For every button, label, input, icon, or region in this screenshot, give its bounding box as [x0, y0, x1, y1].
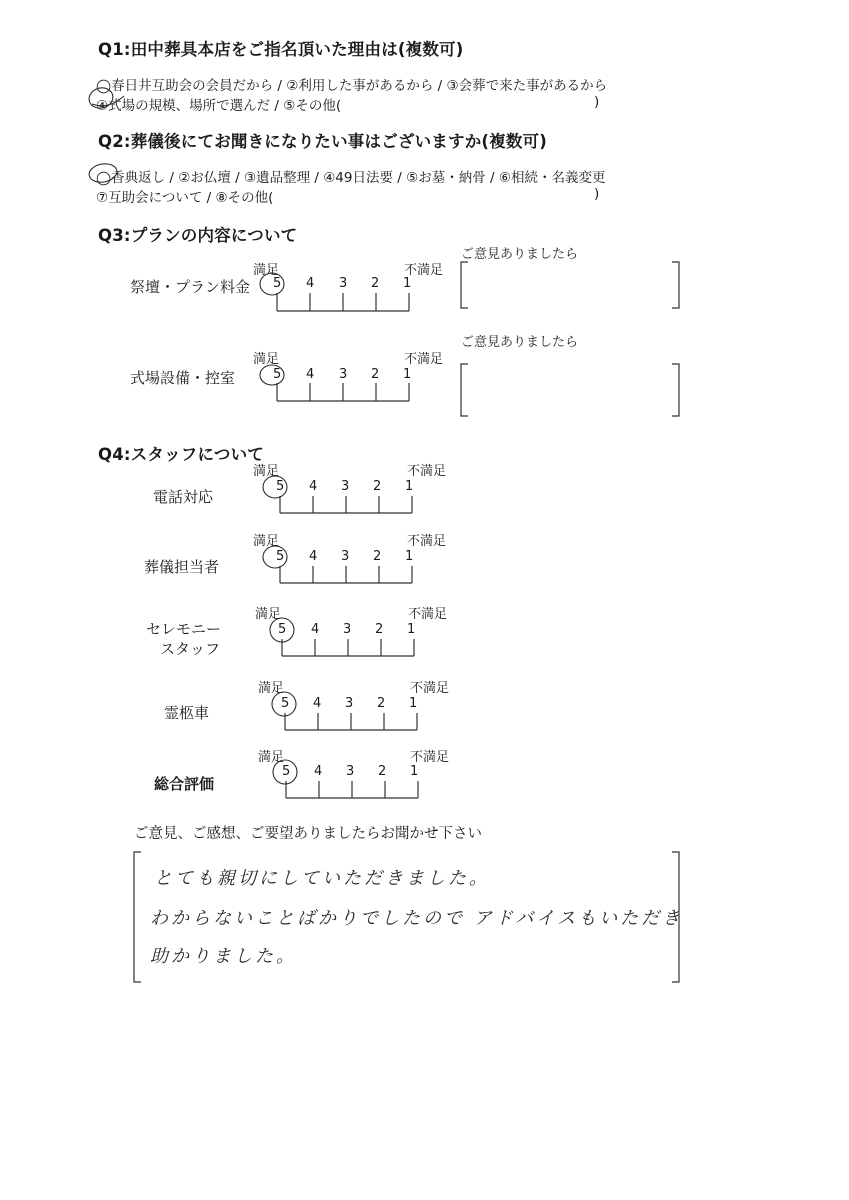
q3-item-label: 式場設備・控室 — [130, 369, 236, 387]
scale-2: 2 — [371, 276, 380, 291]
selection-circle — [87, 85, 115, 111]
scale-4: 4 — [309, 479, 318, 494]
q4-item-label-line2: スタッフ — [160, 640, 221, 658]
rating-scale — [286, 781, 418, 798]
scale-1: 1 — [403, 367, 412, 382]
scale-left-label: 満足 — [253, 352, 280, 367]
scale-1: 1 — [409, 696, 418, 711]
scale-4: 4 — [309, 549, 318, 564]
scale-3: 3 — [339, 367, 348, 382]
scale-5: 5 — [278, 622, 287, 637]
comment-bracket — [461, 262, 679, 308]
scale-3: 3 — [345, 696, 354, 711]
feedback-prompt: ご意見、ご感想、ご要望ありましたらお聞かせ下さい — [134, 826, 482, 842]
scale-2: 2 — [378, 764, 387, 779]
comment-bracket — [461, 364, 679, 416]
scale-3: 3 — [343, 622, 352, 637]
scale-5: 5 — [276, 549, 285, 564]
scale-1: 1 — [410, 764, 419, 779]
selection-circle — [273, 760, 297, 784]
q2-title: Q2:葬儀後にてお聞きになりたい事はございますか(複数可) — [98, 132, 547, 151]
scale-2: 2 — [371, 367, 380, 382]
rating-scale — [280, 566, 412, 583]
q1-title: Q1:田中葬具本店をご指名頂いた理由は(複数可) — [98, 40, 464, 59]
scale-2: 2 — [373, 479, 382, 494]
selection-circle — [270, 618, 294, 642]
scale-left-label: 満足 — [255, 607, 282, 622]
q4-title: Q4:スタッフについて — [98, 445, 264, 464]
rating-scale — [277, 293, 409, 311]
scale-left-label: 満足 — [253, 464, 280, 479]
rating-scale — [285, 713, 417, 730]
q4-item-label: 霊柩車 — [164, 704, 210, 722]
scale-right-label: 不満足 — [410, 681, 450, 696]
scale-5: 5 — [276, 479, 285, 494]
scale-5: 5 — [282, 764, 291, 779]
q1-options-line2: ④式場の規模、場所で選んだ / ⑤その他( — [96, 98, 342, 114]
scale-right-label: 不満足 — [404, 352, 444, 367]
scale-4: 4 — [306, 276, 315, 291]
rating-scale — [282, 639, 414, 656]
selection-circle — [272, 692, 296, 716]
scale-3: 3 — [346, 764, 355, 779]
q2-options-line2: ⑦互助会について / ⑧その他( — [96, 190, 274, 206]
rating-scale — [277, 383, 409, 401]
scale-2: 2 — [377, 696, 386, 711]
scale-1: 1 — [405, 479, 414, 494]
selection-circle — [260, 365, 284, 385]
scale-right-label: 不満足 — [410, 750, 450, 765]
scale-4: 4 — [313, 696, 322, 711]
scale-5: 5 — [273, 276, 282, 291]
scale-3: 3 — [341, 549, 350, 564]
q4-item-label: 葬儀担当者 — [144, 558, 220, 576]
scale-2: 2 — [375, 622, 384, 637]
scale-5: 5 — [281, 696, 290, 711]
scale-2: 2 — [373, 549, 382, 564]
scale-right-label: 不満足 — [404, 263, 444, 278]
selection-circle — [260, 273, 284, 295]
scale-5: 5 — [273, 367, 282, 382]
scale-right-label: 不満足 — [407, 534, 447, 549]
scale-right-label: 不満足 — [408, 607, 448, 622]
feedback-bracket — [134, 852, 679, 982]
q4-item-label-line1: セレモニー — [146, 620, 222, 638]
scale-1: 1 — [407, 622, 416, 637]
q4-item-label: 電話対応 — [153, 488, 214, 506]
scale-left-label: 満足 — [258, 750, 285, 765]
q1-other-close: ) — [594, 94, 600, 110]
handwritten-line-1: とても親切にしていただきました。 — [154, 868, 490, 889]
q3-title: Q3:プランの内容について — [98, 226, 298, 245]
q3-item-label: 祭壇・プラン料金 — [130, 278, 251, 296]
selection-circle — [263, 476, 287, 498]
selection-circle — [88, 162, 119, 185]
q2-options-line1: ◯香典返し / ②お仏壇 / ③遺品整理 / ④49日法要 / ⑤お墓・納骨 / ⑥相続・名義変更 — [96, 170, 606, 186]
q1-options-line1: ◯春日井互助会の会員だから / ②利用した事があるから / ③会葬で来た事があるから — [96, 78, 608, 94]
scale-left-label: 満足 — [253, 263, 280, 278]
scale-right-label: 不満足 — [407, 464, 447, 479]
selection-circle — [92, 96, 124, 106]
scale-left-label: 満足 — [253, 534, 280, 549]
scale-3: 3 — [339, 276, 348, 291]
scale-4: 4 — [306, 367, 315, 382]
rating-scale — [280, 496, 412, 513]
comment-label: ご意見ありましたら — [461, 335, 579, 350]
comment-label: ご意見ありましたら — [461, 247, 579, 262]
scale-4: 4 — [314, 764, 323, 779]
scale-1: 1 — [403, 276, 412, 291]
overall-rating-label: 総合評価 — [154, 775, 215, 793]
q2-other-close: ) — [594, 186, 600, 202]
handwritten-line-3: 助かりました。 — [150, 946, 297, 967]
scale-left-label: 満足 — [258, 681, 285, 696]
selection-circle — [263, 546, 287, 568]
scale-4: 4 — [311, 622, 320, 637]
scale-3: 3 — [341, 479, 350, 494]
scale-1: 1 — [405, 549, 414, 564]
handwritten-line-2: わからないことばかりでしたので アドバイスもいただき — [150, 908, 684, 929]
